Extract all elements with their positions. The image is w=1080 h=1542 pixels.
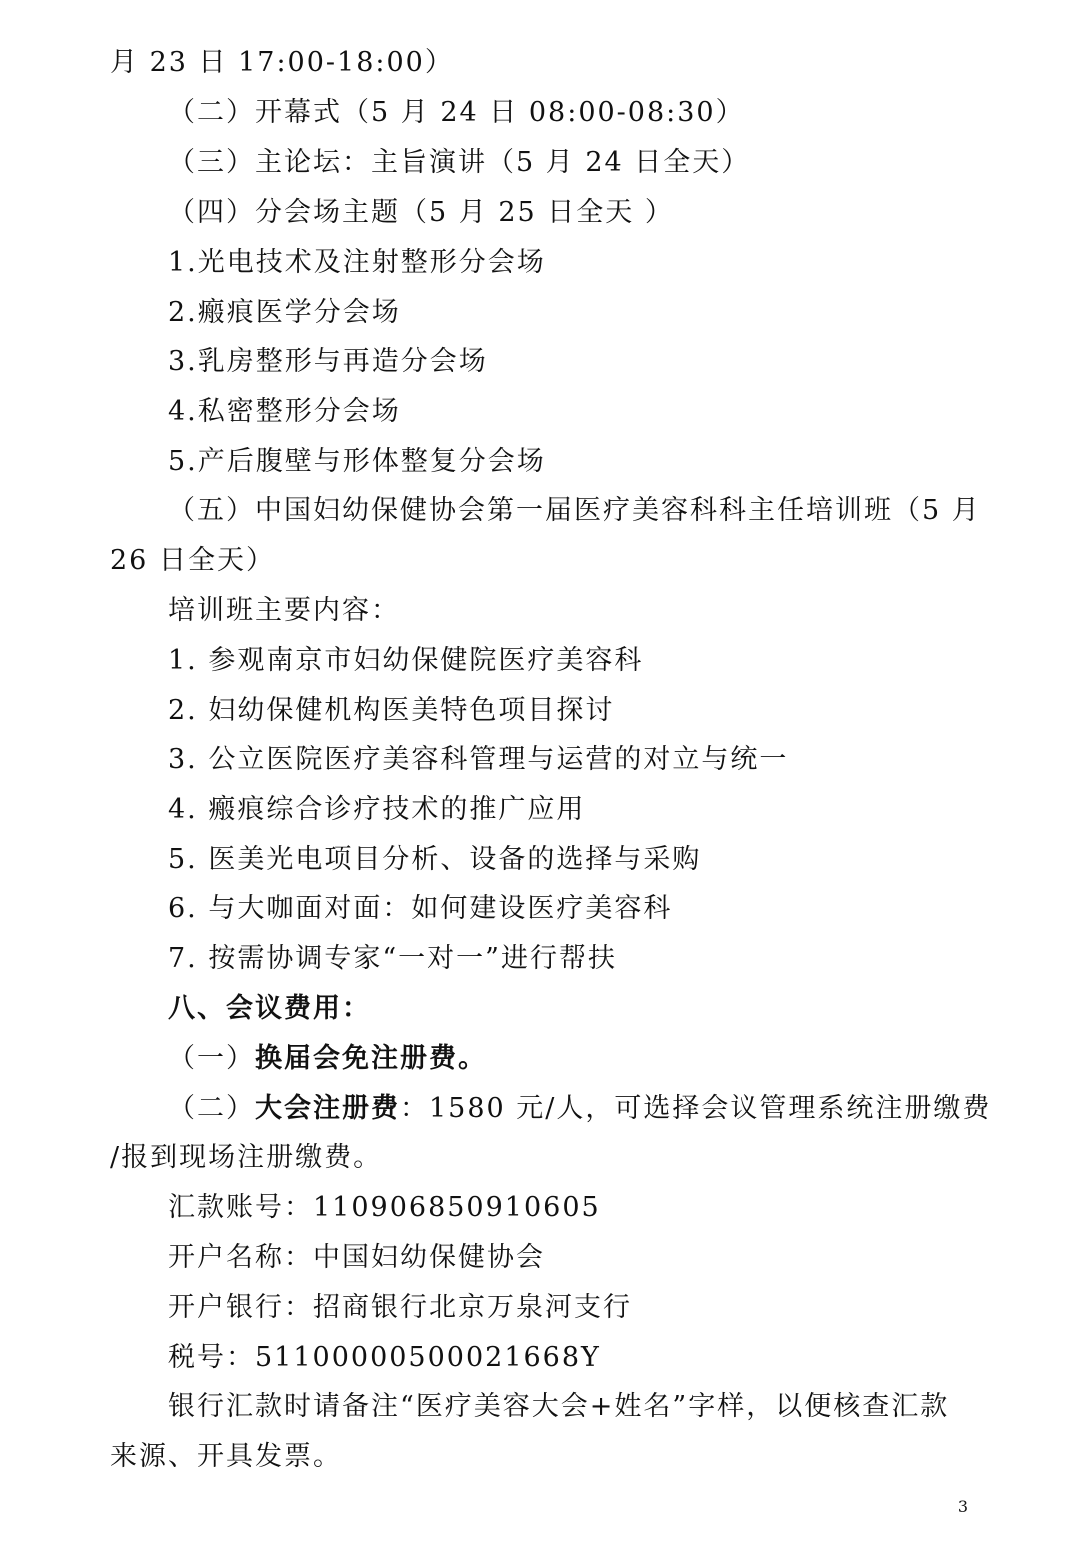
remittance-note: 银行汇款时请备注“医疗美容大会+姓名”字样，以便核查汇款 bbox=[168, 1391, 950, 1422]
schedule-line-continuation: 月 23 日 17:00-18:00） bbox=[110, 47, 454, 78]
training-content-item: 7. 按需协调专家“一对一”进行帮扶 bbox=[168, 943, 617, 974]
training-content-item: 1. 参观南京市妇幼保健院医疗美容科 bbox=[168, 645, 644, 676]
fee-item-1 bbox=[168, 1042, 487, 1076]
bank-account-number: 汇款账号：110906850910605 bbox=[168, 1192, 601, 1223]
training-content-item: 6. 与大咖面对面：如何建设医疗美容科 bbox=[168, 893, 673, 924]
training-class-title-cont: 26 日全天） bbox=[110, 545, 275, 576]
fee-item-2-label: 大会注册费 bbox=[255, 1093, 400, 1124]
fee-item-1-text: 换届会免注册费。 bbox=[255, 1043, 487, 1074]
training-content-heading: 培训班主要内容： bbox=[168, 595, 400, 626]
section-heading-fees: 八、会议费用： bbox=[168, 993, 371, 1024]
sub-venue-item: 2.瘢痕医学分会场 bbox=[168, 297, 401, 328]
training-class-title: （五）中国妇幼保健协会第一届医疗美容科科主任培训班（5 月 bbox=[168, 495, 981, 526]
training-content-item: 5. 医美光电项目分析、设备的选择与采购 bbox=[168, 844, 702, 875]
training-content-item: 3. 公立医院医疗美容科管理与运营的对立与统一 bbox=[168, 744, 789, 775]
sub-venue-item: 5.产后腹壁与形体整复分会场 bbox=[168, 446, 546, 477]
bank-account-name: 开户名称：中国妇幼保健协会 bbox=[168, 1242, 545, 1273]
schedule-main-forum: （三）主论坛：主旨演讲（5 月 24 日全天） bbox=[168, 147, 751, 178]
tax-id: 税号：51100000500021668Y bbox=[168, 1342, 601, 1373]
training-content-item: 4. 瘢痕综合诊疗技术的推广应用 bbox=[168, 794, 586, 825]
remittance-note-cont: 来源、开具发票。 bbox=[110, 1441, 342, 1472]
sub-venue-item: 3.乳房整形与再造分会场 bbox=[168, 346, 488, 377]
bank-name: 开户银行：招商银行北京万泉河支行 bbox=[168, 1292, 632, 1323]
sub-venue-item: 1.光电技术及注射整形分会场 bbox=[168, 247, 546, 278]
fee-item-2-prefix: （二） bbox=[168, 1093, 255, 1124]
fee-item-2-cont: /报到现场注册缴费。 bbox=[110, 1142, 383, 1173]
page-number: 3 bbox=[957, 1497, 968, 1516]
schedule-opening-ceremony: （二）开幕式（5 月 24 日 08:00-08:30） bbox=[168, 97, 745, 128]
sub-venue-item: 4.私密整形分会场 bbox=[168, 396, 401, 427]
schedule-sub-venues: （四）分会场主题（5 月 25 日全天 ） bbox=[168, 197, 674, 228]
fee-item-2-text: ：1580 元/人，可选择会议管理系统注册缴费 bbox=[400, 1093, 992, 1124]
fee-item-2 bbox=[168, 1092, 991, 1126]
training-content-item: 2. 妇幼保健机构医美特色项目探讨 bbox=[168, 695, 615, 726]
fee-item-1-prefix: （一） bbox=[168, 1043, 255, 1074]
